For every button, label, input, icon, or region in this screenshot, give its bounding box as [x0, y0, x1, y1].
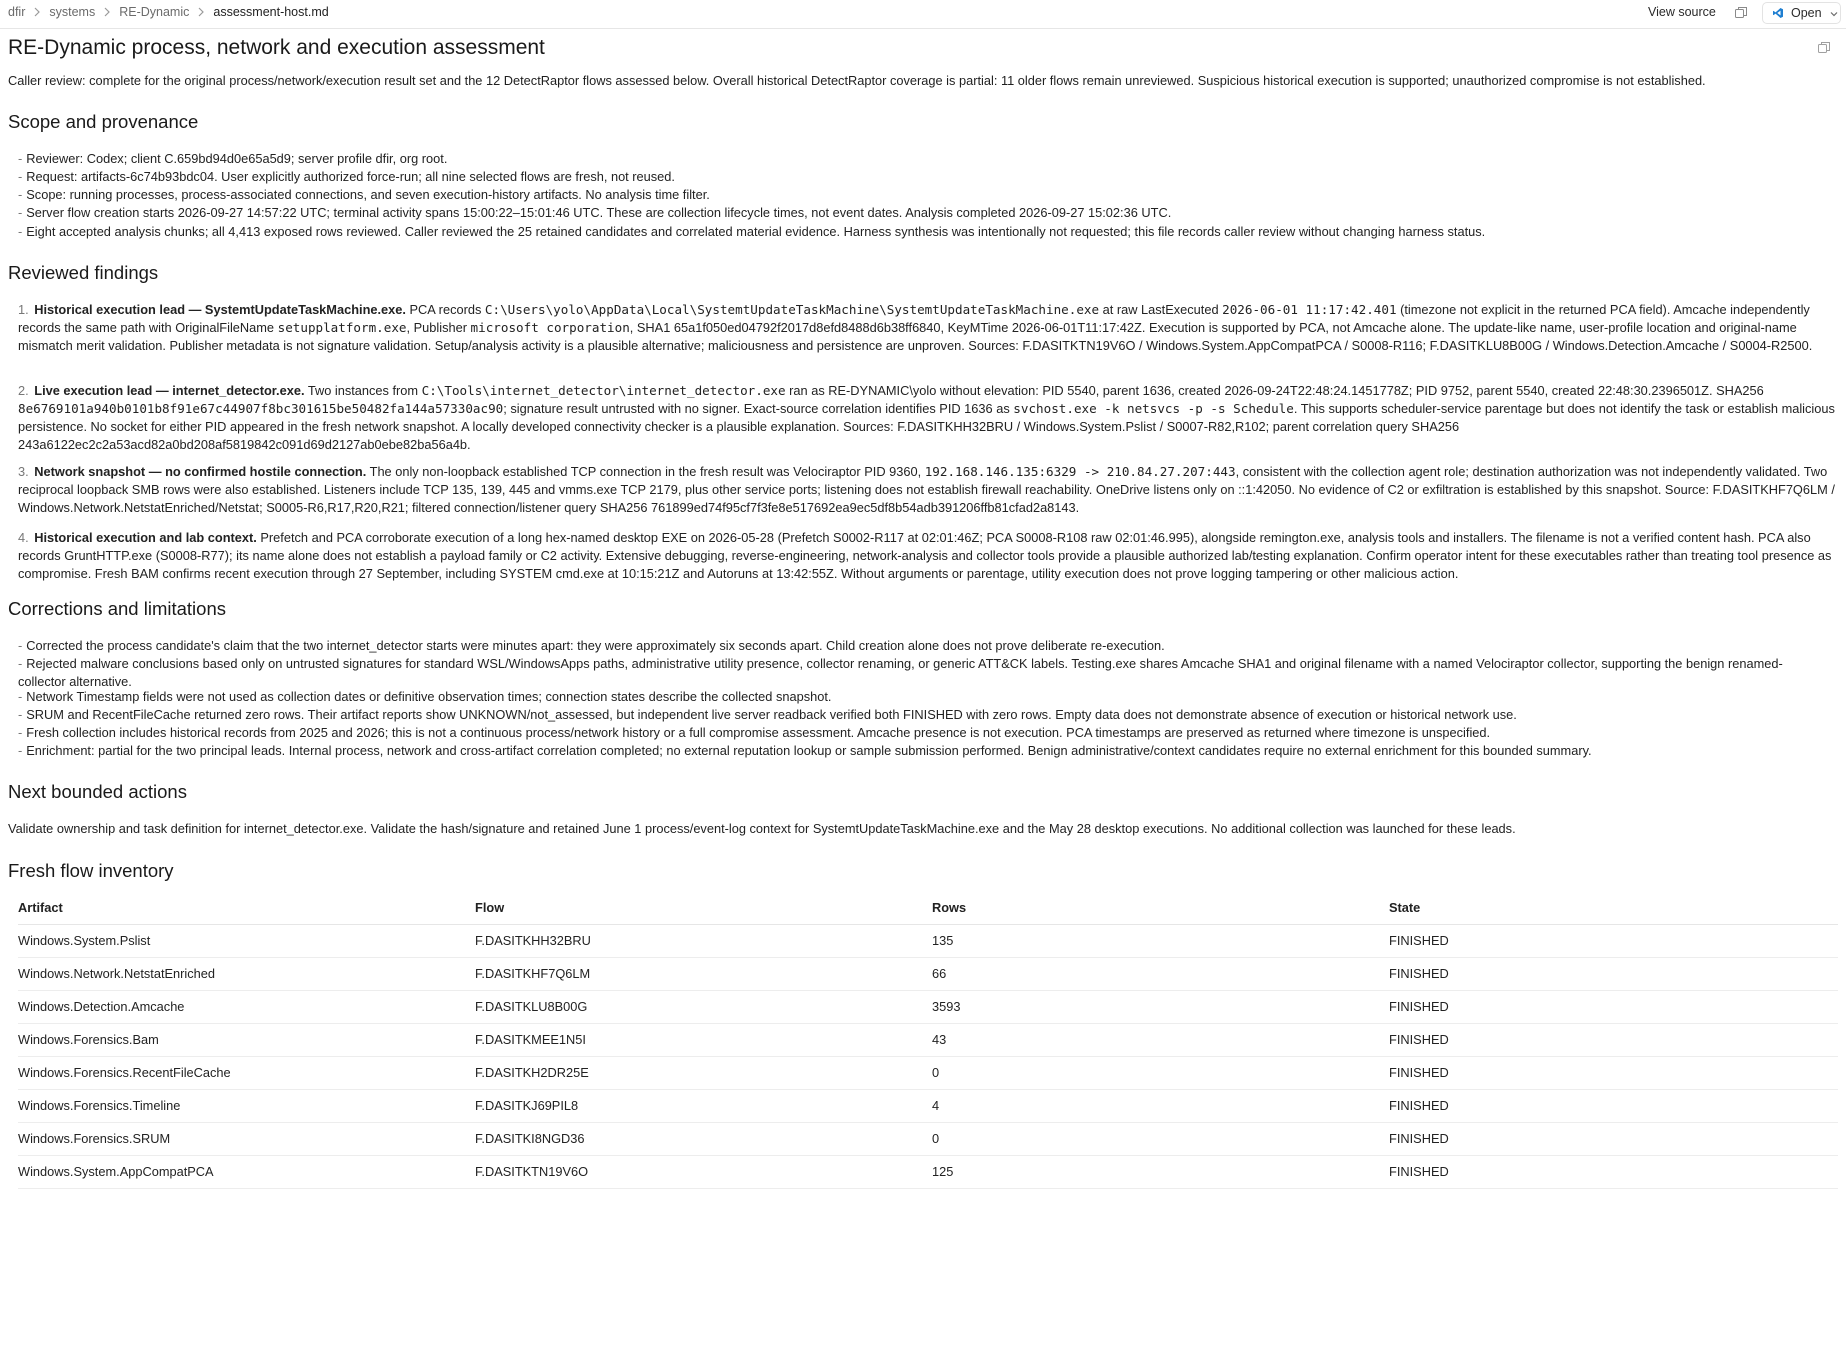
cell-state: FINISHED: [1389, 957, 1838, 990]
breadcrumb: [8, 5, 329, 19]
breadcrumb-item-systems[interactable]: systems: [49, 5, 96, 19]
summary-paragraph: Caller review: complete for the original process/network/execution result set and the 12 DetectRaptor flows assessed below. Overall historical DetectRaptor coverage is partial: 11 older flows remain unreviewed. Suspicious historical execution is supported; unauthorized compromise is not established.: [8, 73, 1706, 88]
cell-state: FINISHED: [1389, 1056, 1838, 1089]
finding-item-4: 4. Historical execution and lab context. Prefetch and PCA corroborate execution of a long hex-named desktop EXE on 2026-05-28 (Prefetch S0002-R117 at 02:01:46Z; PCA S0008-R108 raw 02:01:46.995), alongside remington.exe, analysis tools and installers. The filename is not a verified content hash. PCA also records GruntHTTP.exe (S0008-R77); its name alone does not establish a payload family or C2 activity. Extensive debugging, reverse-engineering, network-analysis and collector tools provide a plausible authorized lab/testing explanation. Confirm operator intent for these executables rather than treating tool presence as compromise. Fresh BAM confirms recent execution through 27 September, including SYSTEM cmd.exe at 10:15:21Z and Autoruns at 13:42:55Z. Without arguments or parentage, utility execution does not prove logging tampering or other malicious action.: [18, 530, 1832, 581]
cell-flow: F.DASITKHH32BRU: [475, 924, 932, 957]
chevron-right-icon: [33, 7, 41, 17]
section-heading-scope: Scope and provenance: [8, 111, 199, 132]
cell-state: FINISHED: [1389, 1155, 1838, 1188]
column-header-state: State: [1389, 891, 1838, 924]
cell-flow: F.DASITKJ69PIL8: [475, 1089, 932, 1122]
cell-artifact: Windows.Forensics.Timeline: [18, 1089, 475, 1122]
column-header-rows: Rows: [932, 891, 1389, 924]
chevron-right-icon: [103, 7, 111, 17]
cell-rows: 0: [932, 1122, 1389, 1155]
cell-flow: F.DASITKHF7Q6LM: [475, 957, 932, 990]
table-row: [18, 924, 1838, 957]
cell-artifact: Windows.Forensics.Bam: [18, 1023, 475, 1056]
cell-state: FINISHED: [1389, 1023, 1838, 1056]
breadcrumb-item-re-dynamic[interactable]: RE-Dynamic: [119, 5, 190, 19]
list-item: - Corrected the process candidate's claim that the two internet_detector starts were minutes apart: they were approximately six seconds apart. Child creation alone does not prove deliberate re-execution.: [18, 638, 1165, 653]
cell-state: FINISHED: [1389, 1089, 1838, 1122]
cell-state: FINISHED: [1389, 1122, 1838, 1155]
section-heading-findings: Reviewed findings: [8, 262, 159, 283]
cell-flow: F.DASITKH2DR25E: [475, 1056, 932, 1089]
vscode-icon: [1772, 7, 1784, 19]
cell-artifact: Windows.Forensics.SRUM: [18, 1122, 475, 1155]
cell-rows: 0: [932, 1056, 1389, 1089]
table-row: [18, 1056, 1838, 1089]
list-item: - Server flow creation starts 2026-09-27 14:57:22 UTC; terminal activity spans 15:00:22–15:01:46 UTC. These are collection lifecycle times, not event dates. Analysis completed 2026-09-27 15:02:36 UTC.: [18, 205, 1172, 220]
table-row: [18, 990, 1838, 1023]
flow-inventory-table: [18, 891, 1838, 1189]
cell-rows: 43: [932, 1023, 1389, 1056]
cell-artifact: Windows.System.AppCompatPCA: [18, 1155, 475, 1188]
top-bar: [0, 0, 1846, 29]
view-source-button[interactable]: View source: [1648, 5, 1716, 19]
cell-artifact: Windows.Forensics.RecentFileCache: [18, 1056, 475, 1089]
cell-rows: 135: [932, 924, 1389, 957]
list-item: - Eight accepted analysis chunks; all 4,413 exposed rows reviewed. Caller reviewed the 25 retained candidates and correlated material evidence. Harness synthesis was intentionally not requested; this file records caller review without changing harness status.: [18, 224, 1486, 239]
table-header-row: [18, 891, 1838, 924]
list-item: - Enrichment: partial for the two principal leads. Internal process, network and cross-artifact correlation completed; no external reputation lookup or sample submission performed. Benign administrative/context candidates require no external enrichment for this bounded summary.: [18, 743, 1592, 758]
copy-icon[interactable]: [1816, 40, 1832, 56]
cell-rows: 66: [932, 957, 1389, 990]
cell-artifact: Windows.System.Pslist: [18, 924, 475, 957]
section-heading-inventory: Fresh flow inventory: [8, 860, 174, 881]
list-item: - Fresh collection includes historical records from 2025 and 2026; this is not a continuous process/network history or a full compromise assessment. Amcache presence is not execution. PCA timestamps are preserved as returned where timezone is unspecified.: [18, 725, 1491, 740]
table-row: [18, 1089, 1838, 1122]
table-row: [18, 1023, 1838, 1056]
cell-flow: F.DASITKTN19V6O: [475, 1155, 932, 1188]
table-row: [18, 957, 1838, 990]
list-item: - Scope: running processes, process-associated connections, and seven execution-history artifacts. No analysis time filter.: [18, 187, 710, 202]
cell-artifact: Windows.Detection.Amcache: [18, 990, 475, 1023]
finding-item-2: 2. Live execution lead — internet_detector.exe. Two instances from C:\Tools\internet_detector\internet_detector.exe ran as RE-DYNAMIC\yolo without elevation: PID 5540, parent 1636, created 2026-09-24T22:48:24.1451778Z; PID 9752, parent 5540, created 22:48:30.2396501Z. SHA256 8e6769101a940b0101b8f91e67c44907f8bc301615be50482fa144a57330ac90; signature result untrusted with no signer. Exact-source correlation identifies PID 1636 as svchost.exe -k netsvcs -p -s Schedule. This supports scheduler-service parentage but does not identify the task or establish malicious persistence. No socket for either PID appeared in the fresh network snapshot. A locally developed connectivity checker is a plausible explanation. Sources: F.DASITKHH32BRU / Windows.System.Pslist / S0007-R82,R102; parent correlation query SHA256 243a6122ec2c2a53acd82a0bd208af5819842c091d69d2127ab0ebe82ba56a4b.: [18, 383, 1835, 452]
table-row: [18, 1122, 1838, 1155]
window-copy-icon[interactable]: [1733, 5, 1749, 21]
list-item: - Reviewer: Codex; client C.659bd94d0e65a5d9; server profile dfir, org root.: [18, 151, 448, 166]
cell-state: FINISHED: [1389, 924, 1838, 957]
open-button-label: Open: [1791, 6, 1822, 20]
list-item: - Network Timestamp fields were not used as collection dates or definitive observation times; connection states describe the collected snapshot.: [18, 689, 832, 704]
cell-flow: F.DASITKLU8B00G: [475, 990, 932, 1023]
chevron-right-icon: [197, 7, 205, 17]
finding-item-3: 3. Network snapshot — no confirmed hostile connection. The only non-loopback established TCP connection in the fresh result was Velociraptor PID 9360, 192.168.146.135:6329 -> 210.84.27.207:443, consistent with the collection agent role; destination authorization was not independently validated. Two reciprocal loopback SMB rows were also established. Listeners include TCP 135, 139, 445 and vmms.exe TCP 2179, plus other service ports; listening does not establish firewall reachability. OneDrive listens only on ::1:42050. No evidence of C2 or exfiltration is established by this snapshot. Source: F.DASITKHF7Q6LM / Windows.Network.NetstatEnriched/Netstat; S0005-R6,R17,R20,R21; filtered connection/listener query SHA256 761899ed74f95cf7f3fe8e517692ea9ec5df8b54adb391206ffb81cfad2a8143.: [18, 464, 1835, 515]
list-item: - Rejected malware conclusions based only on untrusted signatures for standard WSL/WindowsApps paths, administrative utility presence, collector renaming, or generic ATT&CK labels. Testing.exe shares Amcache SHA1 and original filename with a named Velociraptor collector, supporting the benign renamed-collector alternative.: [18, 656, 1783, 689]
cell-flow: F.DASITKMEE1N5I: [475, 1023, 932, 1056]
table-row: [18, 1155, 1838, 1188]
chevron-down-icon[interactable]: [1829, 8, 1839, 18]
open-button[interactable]: [1762, 2, 1841, 24]
cell-flow: F.DASITKI8NGD36: [475, 1122, 932, 1155]
cell-rows: 3593: [932, 990, 1389, 1023]
cell-rows: 125: [932, 1155, 1389, 1188]
page-title: RE-Dynamic process, network and execution assessment: [8, 36, 545, 59]
section-heading-next-actions: Next bounded actions: [8, 781, 187, 802]
cell-artifact: Windows.Network.NetstatEnriched: [18, 957, 475, 990]
list-item: - SRUM and RecentFileCache returned zero rows. Their artifact reports show UNKNOWN/not_assessed, but independent live server readback verified both FINISHED with zero rows. Empty data does not demonstrate absence of execution or historical network use.: [18, 707, 1517, 722]
column-header-artifact: Artifact: [18, 891, 475, 924]
breadcrumb-item-current-file: assessment-host.md: [213, 5, 329, 19]
finding-item-1: 1. Historical execution lead — SystemtUpdateTaskMachine.exe. PCA records C:\Users\yolo\AppData\Local\SystemtUpdateTaskMachine\SystemtUpdateTaskMachine.exe at raw LastExecuted 2026-06-01 11:17:42.401 (timezone not explicit in the returned PCA field). Amcache independently records the same path with OriginalFileName setupplatform.exe, Publisher microsoft corporation, SHA1 65a1f050ed04792f2017d8efd8488d6b38ff6840, KeyMTime 2026-06-01T11:17:42Z. Execution is supported by PCA, not Amcache alone. The update-like name, user-profile location and original-name mismatch merit validation. Publisher metadata is not signature validation. Setup/analysis activity is a plausible alternative; maliciousness and persistence are unproven. Sources: F.DASITKTN19V6O / Windows.System.AppCompatPCA / S0008-R116; F.DASITKLU8B00G / Windows.Detection.Amcache / S0004-R2500.: [18, 302, 1813, 353]
cell-state: FINISHED: [1389, 990, 1838, 1023]
cell-rows: 4: [932, 1089, 1389, 1122]
section-heading-corrections: Corrections and limitations: [8, 598, 226, 619]
list-item: - Request: artifacts-6c74b93bdc04. User explicitly authorized force-run; all nine selected flows are fresh, not reused.: [18, 169, 675, 184]
breadcrumb-item-dfir[interactable]: dfir: [8, 5, 26, 19]
column-header-flow: Flow: [475, 891, 932, 924]
next-actions-paragraph: Validate ownership and task definition for internet_detector.exe. Validate the hash/signature and retained June 1 process/event-log context for SystemtUpdateTaskMachine.exe and the May 28 desktop executions. No additional collection was launched for these leads.: [8, 821, 1516, 836]
